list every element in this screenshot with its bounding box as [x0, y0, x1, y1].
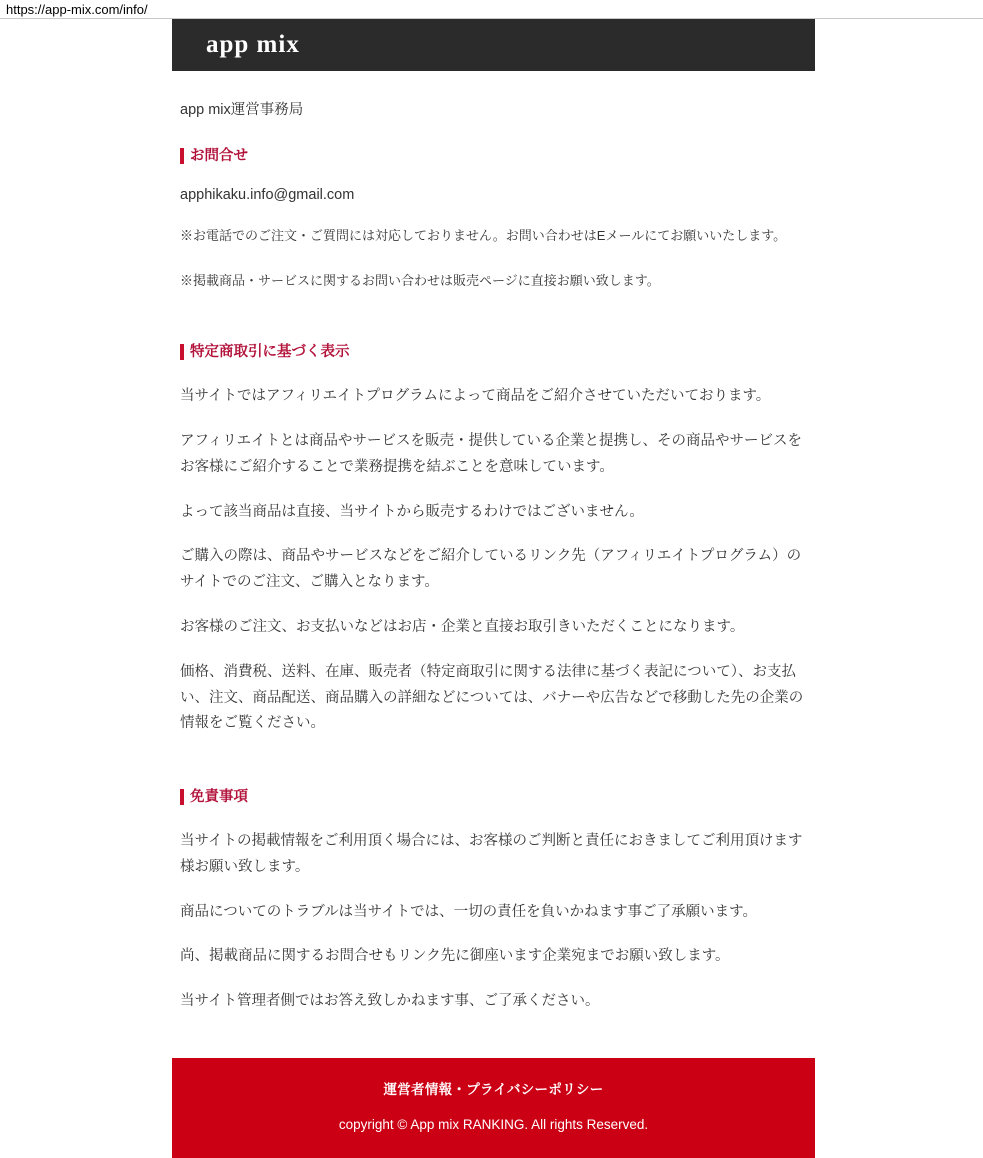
- section-title-contact: お問合せ: [180, 146, 807, 168]
- contact-note-1: ※お電話でのご注文・ご質問には対応しておりません。お問い合わせはEメールにてお願いいたします。: [180, 227, 787, 243]
- footer-link-privacy-policy[interactable]: 運営者情報・プライバシーポリシー: [383, 1081, 604, 1097]
- url-text: https://app-mix.com/info/: [6, 1, 148, 17]
- section-title-disclaimer: 免責事項: [180, 787, 807, 809]
- organization-name: app mix運営事務局: [180, 102, 304, 118]
- commercial-paragraph-3: よって該当商品は直接、当サイトから販売するわけではございません。: [180, 503, 644, 520]
- contact-note-2: ※掲載商品・サービスに関するお問い合わせは販売ページに直接お願い致します。: [180, 272, 660, 288]
- commercial-paragraph-6: 価格、消費税、送料、在庫、販売者（特定商取引に関する法律に基づく表記について）、お支払い、注文、商品配送、商品購入の詳細などについては、バナーや広告などで移動した先の企業の情報をご覧ください。: [180, 663, 804, 732]
- browser-url-bar[interactable]: [0, 0, 983, 19]
- site-header: [172, 19, 815, 71]
- disclaimer-paragraph-2: 商品についてのトラブルは当サイトでは、一切の責任を負いかねます事ご了承願います。: [180, 903, 757, 920]
- disclaimer-paragraph-3: 尚、掲載商品に関するお問合せもリンク先に御座います企業宛までお願い致します。: [180, 948, 730, 965]
- commercial-paragraph-1: 当サイトではアフィリエイトプログラムによって商品をご紹介させていただいております。: [180, 388, 771, 405]
- page-root: [0, 19, 983, 1132]
- disclaimer-paragraph-1: 当サイトの掲載情報をご利用頂く場合には、お客様のご判断と責任におきましてご利用頂けます様お願い致します。: [180, 832, 803, 875]
- commercial-paragraph-2: アフィリエイトとは商品やサービスを販売・提供している企業と提携し、その商品やサービスをお客様にご紹介することで業務提携を結ぶことを意味しています。: [180, 432, 803, 475]
- footer-copyright: copyright © App mix RANKING. All rights Reserved.: [338, 1116, 649, 1132]
- commercial-paragraph-4: ご購入の際は、商品やサービスなどをご紹介しているリンク先（アフィリエイトプログラム）のサイトでのご注文、ご購入となります。: [180, 548, 802, 591]
- section-title-commercial-transactions: 特定商取引に基づく表示: [180, 342, 807, 364]
- disclaimer-paragraph-4: 当サイト管理者側ではお答え致しかねます事、ご了承ください。: [180, 993, 600, 1010]
- main-content: [172, 99, 815, 1015]
- site-logo-title[interactable]: app mix: [206, 31, 300, 58]
- site-footer: [172, 1058, 815, 1158]
- contact-email[interactable]: apphikaku.info@gmail.com: [180, 186, 355, 203]
- page-container: [172, 19, 815, 1158]
- commercial-paragraph-5: お客様のご注文、お支払いなどはお店・企業と直接お取引きいただくことになります。: [180, 618, 745, 635]
